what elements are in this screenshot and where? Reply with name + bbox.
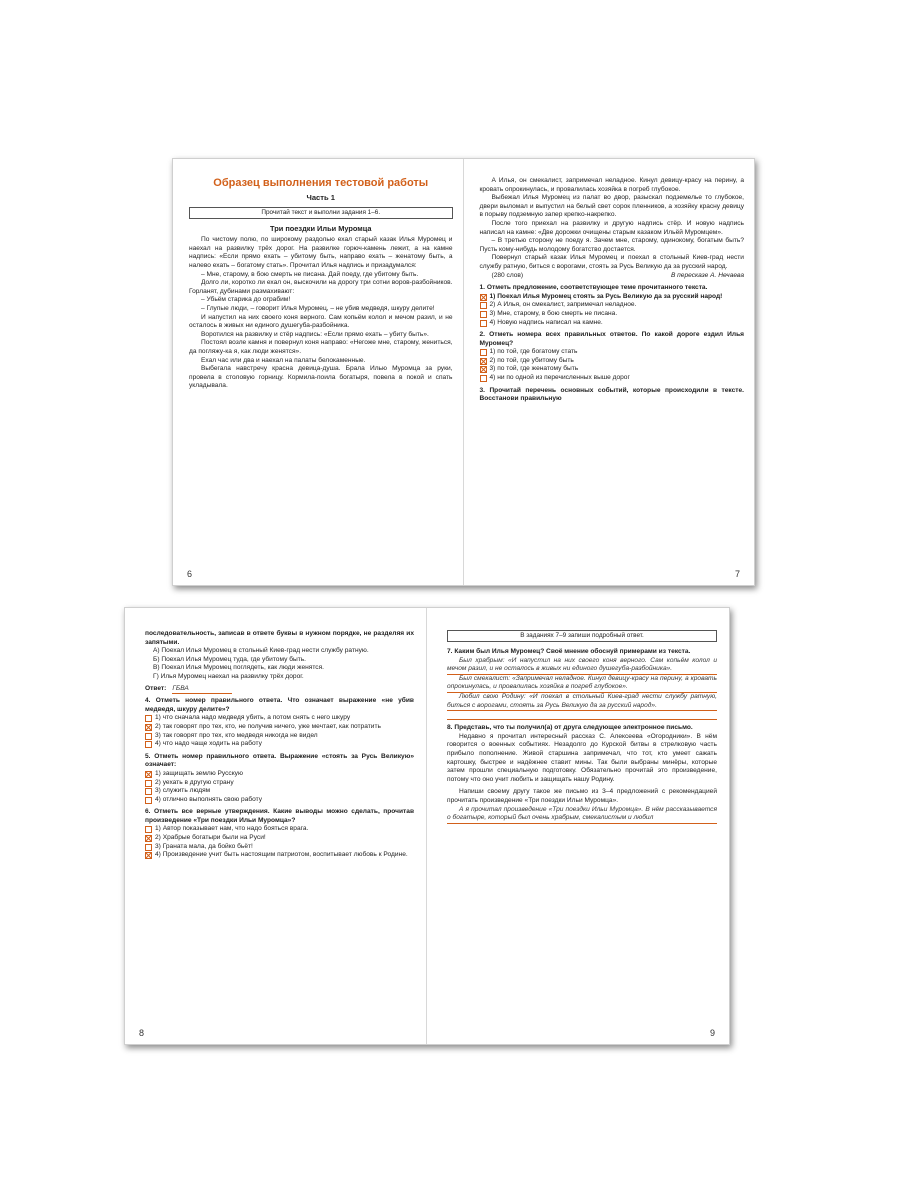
- q5-option[interactable]: 4) отлично выполнять свою работу: [145, 796, 414, 805]
- q1-option[interactable]: 1) Поехал Илья Муромец стоять за Русь Великую да за русский народ!: [480, 293, 745, 302]
- story-paragraph: – Глупые люди, – говорит Илья Муромец, – не убив медведя, шкуру делите!: [201, 304, 435, 312]
- page-9: [427, 608, 729, 1044]
- question-3-continued: последовательность, записав в ответе буквы в нужном порядке, не разделяя их запятыми.: [145, 630, 414, 646]
- handwritten-answer[interactable]: Был смекалист: «Запримечал неладное. Кинул девицу-красу на перину, а кровать опрокинулась, и провалилась хозяйка в погреб глубокое».: [447, 675, 717, 693]
- page-7: [464, 159, 755, 585]
- q2-option[interactable]: 1) по той, где богатому стать: [480, 348, 745, 357]
- checkbox[interactable]: [145, 788, 152, 795]
- book-spread-top: [172, 158, 755, 586]
- story-title: Три поездки Ильи Муромца: [269, 223, 372, 233]
- book-spread-bottom: [124, 607, 730, 1045]
- checkbox[interactable]: [145, 797, 152, 804]
- question-1: 1. Отметь предложение, соответствующее теме прочитанного текста.: [479, 284, 708, 292]
- story-paragraph: – Убьём старика до ограбим!: [201, 296, 291, 304]
- email-text: Недавно я прочитал интересный рассказ С. Алексеева «Огородники». В нём говорится о военных событиях. Незадолго до Курской битвы в стрелковую часть прибыло пополнение. Живой старшина запримечал, что тот, кто умеет сажать картошку, быстрее и надёжнее ставит мины. Так были выбраны минёры, которые затем прошли специальную подготовку. Обязательно прочитай это произведение, потому что оно учит любить и защищать нашу Родину.: [447, 732, 717, 783]
- checkbox[interactable]: [480, 349, 487, 356]
- task-text: Напиши своему другу такое же письмо из 3–4 предложений с рекомендацией прочитать произведение «Три поездки Ильи Муромца».: [447, 788, 717, 804]
- story-paragraph: – Мне, старому, в бою смерть не писана. Дай поеду, где убитому быть.: [201, 270, 419, 278]
- event-item: Г) Илья Муромец наехал на развилку трёх дорог.: [153, 672, 304, 680]
- checkbox[interactable]: [480, 375, 487, 382]
- answer-label: Ответ:: [145, 684, 167, 692]
- question-4: 4. Отметь номер правильного ответа. Что означает выражение «не убив медведя, шкуру делите»?: [145, 697, 414, 713]
- checkbox-checked[interactable]: [480, 294, 487, 301]
- q4-option[interactable]: 2) так говорят про тех, кто, не получив ничего, уже мечтает, как потратить: [145, 723, 414, 732]
- story-paragraph: Постоял возле камня и повернул коня направо: «Негоже мне, старому, жениться, да погляжу-ка я, как люди женятся».: [189, 339, 453, 355]
- story-paragraph: Выбежал Илья Муромец из палат во двор, разыскал подземелье то глубокое, двери выломал и выпустил на белый свет сорок пленников, а хозяйку красну девицу в порыву подземную запер крепко-накрепко.: [479, 194, 744, 219]
- q4-option[interactable]: 4) что надо чаще ходить на работу: [145, 740, 414, 749]
- question-7: 7. Каким был Илья Муромец? Своё мнение обоснуй примерами из текста.: [447, 648, 691, 655]
- question-5: 5. Отметь номер правильного ответа. Выражение «стоять за Русь Великую» означает:: [145, 752, 414, 769]
- story-paragraph: Воротился на развилку и стёр надпись: «Если прямо ехать – убиту быть».: [201, 330, 429, 338]
- story-paragraph: – В третью сторону не поеду я. Зачем мне, старому, одинокому, богатым быть? Пусть кому-нибудь молодому богатство достается.: [479, 237, 744, 253]
- part-label: Часть 1: [306, 193, 335, 202]
- checkbox-checked[interactable]: [145, 852, 152, 859]
- q6-option[interactable]: 3) Граната мала, да бойко бьёт!: [145, 843, 414, 852]
- story-paragraph: Повернул старый казак Илья Муромец и поехал в стольный Киев-град нести службу ратную, биться с ворогами, стоять за Русь Великую да за русский народ.: [479, 254, 744, 270]
- checkbox[interactable]: [480, 302, 487, 309]
- word-count: (280 слов): [491, 271, 524, 279]
- checkbox[interactable]: [145, 741, 152, 748]
- q6-option[interactable]: 2) Храбрые богатыри были на Руси!: [145, 834, 414, 843]
- q1-option[interactable]: 4) Новую надпись написал на камне.: [480, 319, 745, 328]
- checkbox-checked[interactable]: [145, 771, 152, 778]
- page-number: 8: [139, 1028, 145, 1038]
- checkbox-checked[interactable]: [480, 366, 487, 373]
- checkbox[interactable]: [145, 780, 152, 787]
- page-8: [125, 608, 427, 1044]
- handwritten-answer[interactable]: А я прочитал произведение «Три поездки Ильи Муромца». В нём рассказывается о богатыре, который был очень храбрым, смекалистым и любил: [447, 806, 717, 824]
- instruction-box: Прочитай текст и выполни задания 1–6.: [189, 207, 453, 219]
- page-6: [173, 159, 464, 585]
- q6-option[interactable]: 4) Произведение учит быть настоящим патриотом, воспитывает любовь к Родине.: [145, 851, 414, 860]
- checkbox[interactable]: [145, 844, 152, 851]
- page-number: 6: [187, 569, 193, 579]
- event-item: Б) Поехал Илья Муромец туда, где убитому быть.: [153, 655, 306, 663]
- q1-option[interactable]: 2) А Илья, он смекалист, запримечал неладное.: [480, 301, 745, 310]
- checkbox[interactable]: [145, 715, 152, 722]
- question-2: 2. Отметь номера всех правильных ответов. По какой дороге ездил Илья Муромец?: [479, 331, 744, 347]
- answer-field[interactable]: ГБВА: [172, 685, 232, 695]
- question-6: 6. Отметь все верные утверждения. Какие выводы можно сделать, прочитав произведение «Три поездки Ильи Муромца»?: [145, 808, 414, 824]
- q2-option[interactable]: 4) ни по одной из перечисленных выше дорог: [480, 374, 745, 383]
- handwritten-answer[interactable]: Был храбрым: «И напустил на них своего коня верного. Сам копьём колол и мечом разил, и не осталось в живых ни единого душегуба-разбойника».: [447, 657, 717, 675]
- source-credit: В пересказе А. Нечаева: [670, 271, 744, 279]
- story-paragraph: После того приехал на развилку и другую надпись стёр. И новую надпись написал на камне: «Две дорожки очищены старым казаком Ильёй Муромцем».: [479, 219, 744, 236]
- checkbox[interactable]: [480, 320, 487, 327]
- q5-option[interactable]: 1) защищать землю Русскую: [145, 770, 414, 779]
- checkbox-checked[interactable]: [145, 835, 152, 842]
- story-paragraph: И напустил на них своего коня верного. Сам копьём колол и мечом разил, и не осталось в живых ни единого душегуба-разбойника.: [189, 313, 453, 330]
- handwritten-answer[interactable]: Любил свою Родину: «И поехал в стольный Киев-град нести службу ратную, биться с ворогами, стоять за Русь Великую да за русский народ».: [447, 693, 717, 711]
- question-8: 8. Представь, что ты получил(а) от друга следующее электронное письмо.: [447, 724, 693, 732]
- q1-option[interactable]: 3) Мне, старому, в бою смерть не писана.: [480, 310, 745, 319]
- checkbox[interactable]: [480, 311, 487, 318]
- story-paragraph: По чистому полю, по широкому раздолью ехал старый казак Илья Муромец и наехал на развилку трёх дорог. На развилке горюч-камень лежит, а на камне надпись: «Если прямо ехать – убитому быть, направо ехать – женатому быть, а налево ехать – богатому стать». Прочитал Илья надпись и призадумался:: [189, 236, 453, 269]
- checkbox[interactable]: [145, 826, 152, 833]
- q6-option[interactable]: 1) Автор показывает нам, что надо бояться врага.: [145, 825, 414, 834]
- question-3: 3. Прочитай перечень основных событий, которые происходили в тексте. Восстанови правильную: [479, 386, 744, 403]
- q4-option[interactable]: 1) что сначала надо медведя убить, а потом снять с него шкуру: [145, 714, 414, 723]
- answer-line[interactable]: [447, 711, 717, 720]
- q5-option[interactable]: 2) уехать в другую страну: [145, 779, 414, 788]
- page-number: 7: [734, 569, 740, 579]
- story-paragraph: Ехал час или два и наехал на палаты белокаменные.: [201, 356, 366, 364]
- story-paragraph: Выбегала навстречу красна девица-душа. Брала Илью Муромца за руки, провела в столовую горницу. Кормила-поила богатыря, повела в покой и спать укладывала.: [189, 365, 453, 390]
- event-item: А) Поехал Илья Муромец в стольный Киев-град нести службу ратную.: [153, 647, 369, 655]
- checkbox[interactable]: [145, 733, 152, 740]
- story-paragraph: Долго ли, коротко ли ехал он, выскочили на дорогу три сотни воров-разбойников. Горланят, дубинами размахивают:: [189, 279, 453, 295]
- source-row: [480, 272, 745, 281]
- checkbox-checked[interactable]: [145, 724, 152, 731]
- story-paragraph: А Илья, он смекалист, запримечал неладное. Кинул девицу-красу на перину, а кровать опрокинулась, и провалилась хозяйка в погреб глубокое.: [479, 177, 744, 193]
- event-item: В) Поехал Илья Муромец поглядеть, как люди женятся.: [153, 664, 324, 672]
- instruction-box: В заданиях 7–9 запиши подробный ответ.: [447, 630, 717, 642]
- page-number: 9: [709, 1028, 715, 1038]
- q2-option[interactable]: 2) по той, где убитому быть: [480, 357, 745, 366]
- q2-option[interactable]: 3) по той, где женатому быть: [480, 365, 745, 374]
- q4-option[interactable]: 3) так говорят про тех, кто медведя никогда не видел: [145, 732, 414, 741]
- page-heading: Образец выполнения тестовой работы: [213, 177, 429, 189]
- q5-option[interactable]: 3) служить людям: [145, 787, 414, 796]
- answer-row: [145, 685, 414, 695]
- checkbox-checked[interactable]: [480, 358, 487, 365]
